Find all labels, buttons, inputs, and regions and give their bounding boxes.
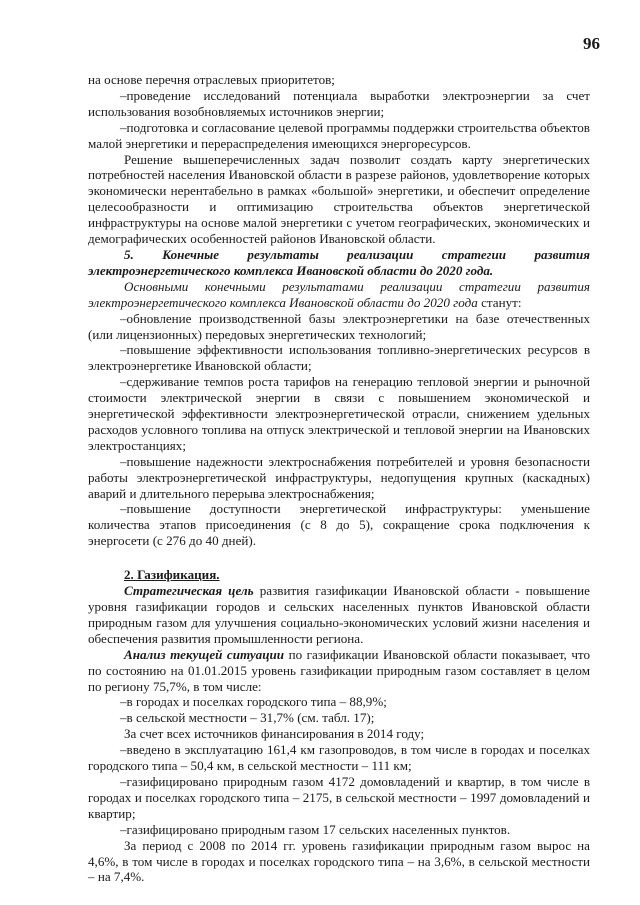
paragraph-priorities: на основе перечня отраслевых приоритетов; — [88, 72, 335, 87]
results-intro-rest: станут: — [477, 294, 522, 310]
paragraph-strategic-goal — [88, 583, 590, 647]
list-item-results-5: –повышение доступности энергетической инфраструктуры: уменьшение количества этапов присоединения (с 8 до 5), сокращение срока подключения к энергосети (с 276 до 40 дней). — [88, 501, 590, 549]
paragraph-gas-growth: За период с 2008 по 2014 гг. уровень газификации природным газом вырос на 4,6%, в том числе в городах и поселках городского типа – на 3,6%, в сельской местности – на 7,4%. — [88, 837, 590, 885]
list-item-results-3: –сдерживание темпов роста тарифов на генерацию тепловой энергии и рыночной стоимости электрической энергии в связи с повышением экономической и энергетической эффективности электроэнергетической отрасли, снижением удельных расходов условного топлива на отпуск электрической и тепловой энергии на Ивановских электростанциях; — [88, 374, 590, 453]
section-2-title: 2. Газификация. — [124, 567, 220, 583]
list-item-results-4: –повышение надежности электроснабжения потребителей и уровня безопасности работы электроэнергетической инфраструктуры, недопущения крупных (каскадных) аварий и длительного перерыва электроснабжения; — [88, 453, 590, 501]
paragraph-energy-map: Решение вышеперечисленных задач позволит создать карту энергетических потребностей населения Ивановской области в разрезе районов, удовлетворение которых экономически нерентабельно в рамках «большой» энергетики, и обеспечит определение целесообразности и оптимизацию строительства объектов энергетической инфраструктуры на основе малой энергетики с учетом географических, экономических и демографических особенностей районов Ивановской области. — [88, 151, 590, 247]
list-item-gas-rural: –в сельской местности – 31,7% (см. табл. 17); — [120, 710, 375, 726]
analysis-label: Анализ текущей ситуации — [124, 646, 285, 662]
section-5-heading: 5. Конечные результаты реализации стратегии развития электроэнергетического комплекса Ивановской области до 2020 года. — [88, 246, 590, 278]
paragraph-financing: За счет всех источников финансирования в 2014 году; — [124, 726, 425, 742]
list-item-program: –подготовка и согласование целевой программы поддержки строительства объектов малой энергетики и перераспределения имеющихся энергоресурсов. — [88, 119, 590, 151]
strategic-goal-label: Стратегическая цель — [124, 583, 254, 599]
strategic-goal-text: развития газификации Ивановской области - повышение уровня газификации городов и сельских населенных пунктов Ивановской области природным газом для улучшения социально-экономических условий жизни населения и обеспечения развития промышленности региона. — [88, 583, 590, 646]
results-intro-italic: Основными конечными результатами реализации стратегии развития электроэнергетического комплекса Ивановской области до 2020 года — [88, 278, 590, 310]
analysis-text: по газификации Ивановской области показывает, что по состоянию на 01.01.2015 уровень газификации природным газом составляет в целом по региону 75,7%, в том числе: — [88, 646, 591, 694]
list-item-results-2: –повышение эффективности использования топливно-энергетических ресурсов в электроэнергетике Ивановской области; — [88, 342, 590, 374]
list-item-research: –проведение исследований потенциала выработки электроэнергии за счет использования возобновляемых источников энергии; — [88, 87, 590, 119]
paragraph-analysis — [88, 647, 590, 695]
list-item-gas-urban: –в городах и поселках городского типа – 88,9%; — [120, 694, 387, 710]
list-item-gas-settlements: –газифицировано природным газом 17 сельских населенных пунктов. — [120, 821, 511, 837]
document-body — [88, 72, 590, 885]
list-item-results-1: –обновление производственной базы электроэнергетики на базе отечественных (или лицензионных) передовых энергетических технологий; — [88, 310, 590, 342]
spacer — [88, 549, 590, 567]
list-item-gas-pipelines: –введено в эксплуатацию 161,4 км газопроводов, в том числе в городах и поселках городского типа – 50,4 км, в сельской местности – 111 км; — [88, 742, 590, 774]
list-item-gas-households: –газифицировано природным газом 4172 домовладений и квартир, в том числе в городах и поселках городского типа – 2175, в сельской местности – 1997 домовладений и квартир; — [88, 773, 590, 821]
page-number: 96 — [583, 34, 600, 53]
paragraph-results-intro — [88, 279, 590, 311]
